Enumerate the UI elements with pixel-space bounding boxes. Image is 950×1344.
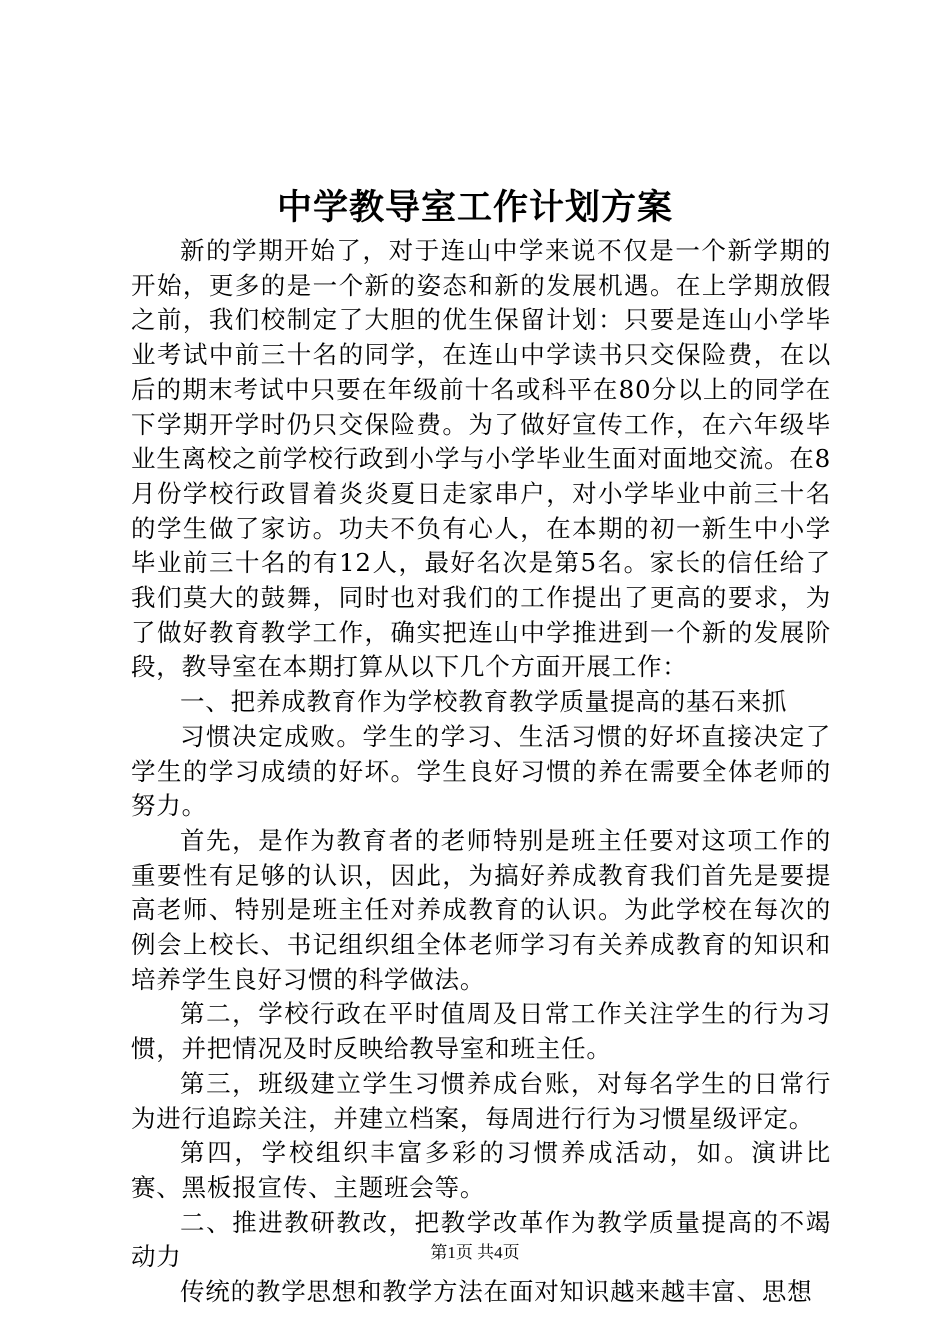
paragraph: 第四，学校组织丰富多彩的习惯养成活动，如。演讲比赛、黑板报宣传、主题班会等。 — [131, 1138, 831, 1202]
paragraph: 新的学期开始了，对于连山中学来说不仅是一个新学期的开始，更多的是一个新的姿态和新的发展机遇。在上学期放假之前，我们校制定了大胆的优生保留计划：只要是连山小学毕业考试中前三十名的同学，在连山中学读书只交保险费，在以后的期末考试中只要在年级前十名或科平在80分以上的同学在下学期开学时仍只交保险费。为了做好宣传工作，在六年级毕业生离校之前学校行政到小学与小学毕业生面对面地交流。在8月份学校行政冒着炎炎夏日走家串户，对小学毕业中前三十名的学生做了家访。功夫不负有心人，在本期的初一新生中小学毕业前三十名的有12人，最好名次是第5名。家长的信任给了我们莫大的鼓舞，同时也对我们的工作提出了更高的要求，为了做好教育教学工作，确实把连山中学推进到一个新的发展阶段，教导室在本期打算从以下几个方面开展工作： — [131, 236, 831, 682]
document-body — [131, 234, 831, 1310]
paragraph: 第二，学校行政在平时值周及日常工作关注学生的行为习惯，并把情况及时反映给教导室和班主任。 — [131, 999, 831, 1064]
document-title: 中学教导室工作计划方案 — [276, 187, 673, 228]
section-heading: 一、把养成教育作为学校教育教学质量提高的基石来抓 — [180, 687, 788, 717]
paragraph: 习惯决定成败。学生的学习、生活习惯的好坏直接决定了学生的学习成绩的好坏。学生良好习惯的养在需要全体老师的努力。 — [131, 721, 831, 821]
paragraph: 传统的教学思想和教学方法在面对知识越来越丰富、思想 — [180, 1277, 813, 1307]
section-heading: 二、推进教研教改，把教学改革作为教学质量提高的不竭动力 — [131, 1207, 831, 1272]
paragraph: 第三，班级建立学生习惯养成台账，对每名学生的日常行为进行追踪关注，并建立档案，每周进行行为习惯星级评定。 — [131, 1068, 831, 1133]
page-number-footer: 第1页 共4页 — [430, 1243, 520, 1262]
paragraph: 首先，是作为教育者的老师特别是班主任要对这项工作的重要性有足够的认识，因此，为搞好养成教育我们首先是要提高老师、特别是班主任对养成教育的认识。为此学校在每次的例会上校长、书记组织组全体老师学习有关养成教育的知识和培养学生良好习惯的科学做法。 — [131, 825, 831, 994]
